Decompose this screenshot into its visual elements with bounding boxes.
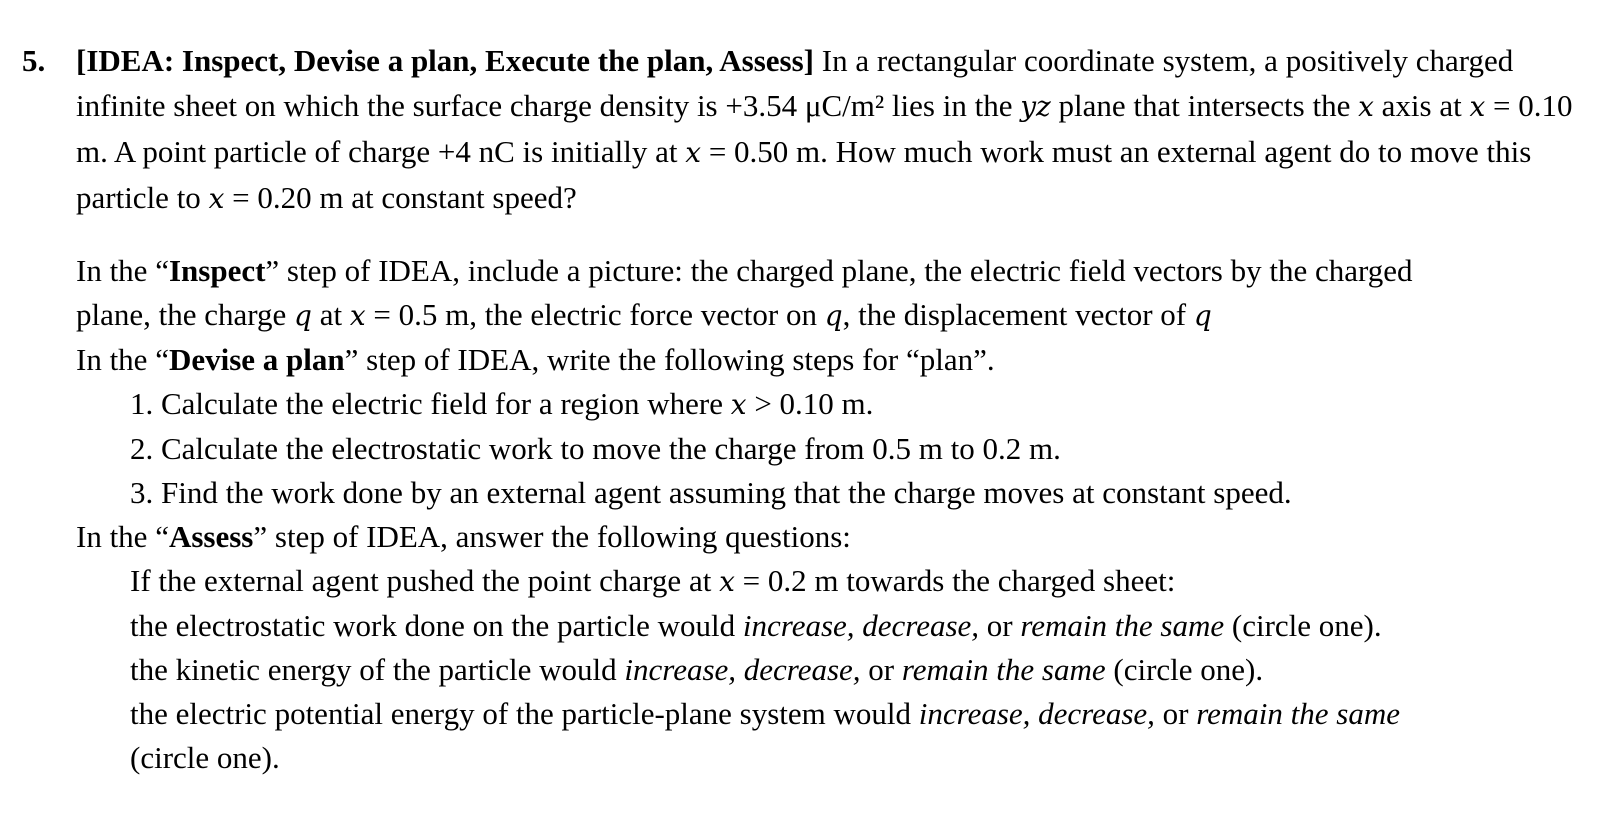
problem-number: 5. [22, 43, 46, 78]
problem-statement [76, 38, 1586, 221]
answer-options: increase, decrease, [624, 652, 861, 687]
statement-text: axis at [1373, 88, 1470, 123]
text: ” step of IDEA, include a picture: the charged plane, the electric field vectors by the charged [265, 253, 1413, 288]
text: In the “ [76, 519, 169, 554]
text: or [979, 608, 1021, 643]
text: or [860, 652, 902, 687]
assess-question-1 [76, 604, 1586, 648]
var-x: x [719, 565, 735, 598]
answer-options: increase, decrease, [918, 696, 1155, 731]
text: 1. Calculate the electric field for a region where [130, 386, 731, 421]
text: = 0.2 m towards the charged sheet: [734, 563, 1176, 598]
text: In the “ [76, 253, 169, 288]
var-q: q [294, 299, 312, 332]
statement-text: plane that intersects the [1050, 88, 1359, 123]
var-x: x [208, 182, 225, 215]
text: If the external agent pushed the point charge at [130, 563, 720, 598]
var-x: x [349, 299, 366, 332]
text: > 0.10 m. [746, 386, 874, 421]
statement-text: = 0.10 m. A point particle of charge +4 nC is initially at [76, 88, 1573, 169]
text: ” step of IDEA, write the following steps for “plan”. [344, 342, 995, 377]
assess-intro [76, 559, 1586, 604]
var-x: x [1358, 90, 1374, 123]
answer-option-same: remain the same [1196, 696, 1401, 731]
text: the kinetic energy of the particle would [130, 652, 625, 687]
statement-text: = 0.50 m. How much work must an external agent do to move this particle to [76, 134, 1532, 215]
var-q: q [1193, 299, 1212, 332]
var-yz: yz [1020, 90, 1051, 123]
var-x: x [685, 136, 702, 169]
text: ” step of IDEA, answer the following questions: [253, 519, 851, 554]
var-q: q [824, 299, 843, 332]
text: (circle one). [1105, 652, 1264, 687]
answer-options: increase, decrease, [742, 608, 980, 643]
text: (circle one). [1224, 608, 1382, 643]
idea-tag: [IDEA: Inspect, Devise a plan, Execute the plan, Assess] [76, 43, 814, 78]
text: plane, the charge [76, 297, 295, 332]
assess-question-2 [76, 648, 1586, 692]
text: In the “ [76, 342, 169, 377]
text: at [311, 297, 350, 332]
statement-text: In a rectangular coordinate system, a positively charged infinite sheet on which the surface charge density is +3.54 μC/m² lies in the [76, 43, 1514, 123]
plan-step-1 [76, 382, 1586, 427]
var-x: x [730, 388, 747, 421]
plan-step-3: 3. Find the work done by an external agent assuming that the charge moves at constant speed. [130, 475, 1292, 510]
answer-option-same: remain the same [901, 652, 1106, 687]
devise-label: Devise a plan [168, 342, 345, 377]
inspect-line-2 [76, 293, 1586, 338]
text: = 0.5 m, the electric force vector on [365, 297, 825, 332]
inspect-label: Inspect [168, 253, 266, 288]
text: the electric potential energy of the particle-plane system would [130, 696, 919, 731]
assess-question-3-end: (circle one). [130, 740, 280, 775]
statement-text: = 0.20 m at constant speed? [224, 180, 577, 215]
text: , the displacement vector of [842, 297, 1194, 332]
assess-question-3 [76, 692, 1586, 736]
text: the electrostatic work done on the particle would [130, 608, 743, 643]
var-x: x [1469, 90, 1486, 123]
plan-step-2: 2. Calculate the electrostatic work to move the charge from 0.5 m to 0.2 m. [130, 431, 1061, 466]
answer-option-same: remain the same [1020, 608, 1225, 643]
devise-heading [76, 338, 1586, 382]
assess-label: Assess [168, 519, 254, 554]
text: or [1154, 696, 1197, 731]
assess-heading [76, 515, 1586, 559]
idea-instructions [76, 249, 1586, 780]
inspect-line-1 [76, 249, 1586, 293]
